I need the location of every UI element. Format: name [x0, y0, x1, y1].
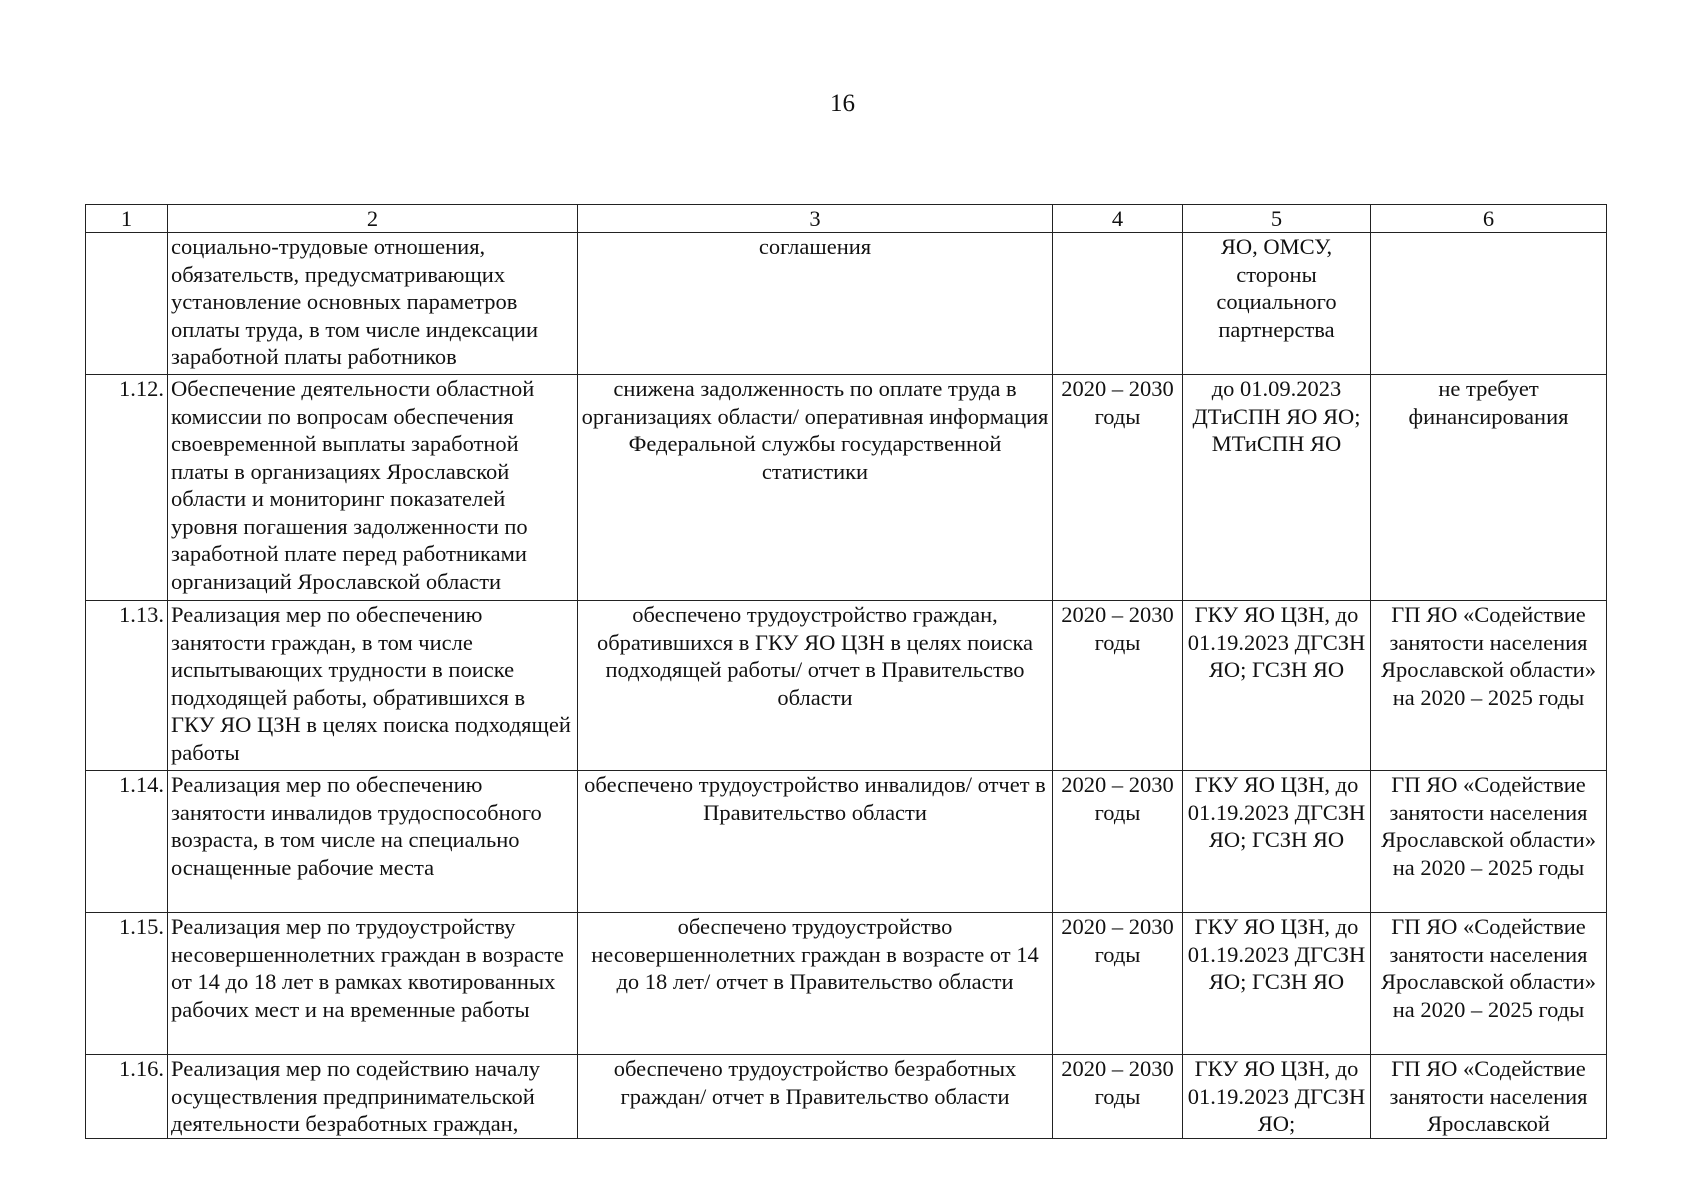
result-text: обеспечено трудоустройство безработных граждан/ отчет в Правительство области — [578, 1055, 1053, 1139]
result-text: обеспечено трудоустройство несовершеннолетних граждан в возрасте от 14 до 18 лет/ отчет в Правительство области — [578, 913, 1053, 1055]
header-row — [86, 205, 1607, 233]
table-row — [86, 771, 1607, 913]
measure-text: Реализация мер по обеспечению занятости инвалидов трудоспособного возраста, в том числе на специально оснащенные рабочие места — [168, 771, 578, 913]
column-header-6: 6 — [1371, 205, 1607, 233]
funding-text: не требует финансирования — [1371, 375, 1607, 601]
funding-text: ГП ЯО «Содействие занятости населения Ярославской области» на 2020 – 2025 годы — [1371, 913, 1607, 1055]
item-number: 1.16. — [86, 1055, 168, 1139]
executor-text: ГКУ ЯО ЦЗН, до 01.19.2023 ДГСЗН ЯО; ГСЗН ЯО — [1183, 913, 1371, 1055]
table-row — [86, 375, 1607, 601]
column-header-1: 1 — [86, 205, 168, 233]
column-header-2: 2 — [168, 205, 578, 233]
result-text: обеспечено трудоустройство граждан, обратившихся в ГКУ ЯО ЦЗН в целях поиска подходящей работы/ отчет в Правительство области — [578, 601, 1053, 771]
measure-text: Реализация мер по обеспечению занятости граждан, в том числе испытывающих трудности в поиске подходящей работы, обратившихся в ГКУ ЯО ЦЗН в целях поиска подходящей работы — [168, 601, 578, 771]
item-number: 1.14. — [86, 771, 168, 913]
executor-text: ЯО, ОМСУ, стороны социального партнерства — [1183, 233, 1371, 375]
table-row — [86, 233, 1607, 375]
item-number: 1.15. — [86, 913, 168, 1055]
funding-text — [1371, 233, 1607, 375]
period-text — [1053, 233, 1183, 375]
period-text: 2020 – 2030 годы — [1053, 601, 1183, 771]
result-text: соглашения — [578, 233, 1053, 375]
period-text: 2020 – 2030 годы — [1053, 771, 1183, 913]
table-row — [86, 913, 1607, 1055]
period-text: 2020 – 2030 годы — [1053, 1055, 1183, 1139]
measure-text: Реализация мер по содействию началу осуществления предпринимательской деятельности безработных граждан, — [168, 1055, 578, 1139]
measure-text: социально-трудовые отношения, обязательств, предусматривающих установление основных параметров оплаты труда, в том числе индексации заработной платы работников — [168, 233, 578, 375]
column-header-5: 5 — [1183, 205, 1371, 233]
item-number: 1.12. — [86, 375, 168, 601]
funding-text: ГП ЯО «Содействие занятости населения Ярославской — [1371, 1055, 1607, 1139]
column-header-3: 3 — [578, 205, 1053, 233]
measures-table — [85, 204, 1607, 1139]
page-number-text: 16 — [830, 90, 855, 117]
executor-text: ГКУ ЯО ЦЗН, до 01.19.2023 ДГСЗН ЯО; ГСЗН ЯО — [1183, 771, 1371, 913]
item-number — [86, 233, 168, 375]
funding-text: ГП ЯО «Содействие занятости населения Ярославской области» на 2020 – 2025 годы — [1371, 601, 1607, 771]
column-header-4: 4 — [1053, 205, 1183, 233]
period-text: 2020 – 2030 годы — [1053, 375, 1183, 601]
funding-text: ГП ЯО «Содействие занятости населения Ярославской области» на 2020 – 2025 годы — [1371, 771, 1607, 913]
result-text: обеспечено трудоустройство инвалидов/ отчет в Правительство области — [578, 771, 1053, 913]
result-text: снижена задолженность по оплате труда в организациях области/ оперативная информация Федеральной службы государственной статистики — [578, 375, 1053, 601]
item-number: 1.13. — [86, 601, 168, 771]
executor-text: ГКУ ЯО ЦЗН, до 01.19.2023 ДГСЗН ЯО; ГСЗН ЯО — [1183, 601, 1371, 771]
measure-text: Обеспечение деятельности областной комиссии по вопросам обеспечения своевременной выплаты заработной платы в организациях Ярославской области и мониторинг показателей уровня погашения задолженности по заработной плате перед работниками организаций Ярославской области — [168, 375, 578, 601]
table-row — [86, 1055, 1607, 1139]
executor-text: ГКУ ЯО ЦЗН, до 01.19.2023 ДГСЗН ЯО; — [1183, 1055, 1371, 1139]
period-text: 2020 – 2030 годы — [1053, 913, 1183, 1055]
executor-text: до 01.09.2023 ДТиСПН ЯО ЯО; МТиСПН ЯО — [1183, 375, 1371, 601]
table-row — [86, 601, 1607, 771]
measure-text: Реализация мер по трудоустройству несовершеннолетних граждан в возрасте от 14 до 18 лет в рамках квотированных рабочих мест и на временные работы — [168, 913, 578, 1055]
page-number — [0, 90, 1697, 118]
